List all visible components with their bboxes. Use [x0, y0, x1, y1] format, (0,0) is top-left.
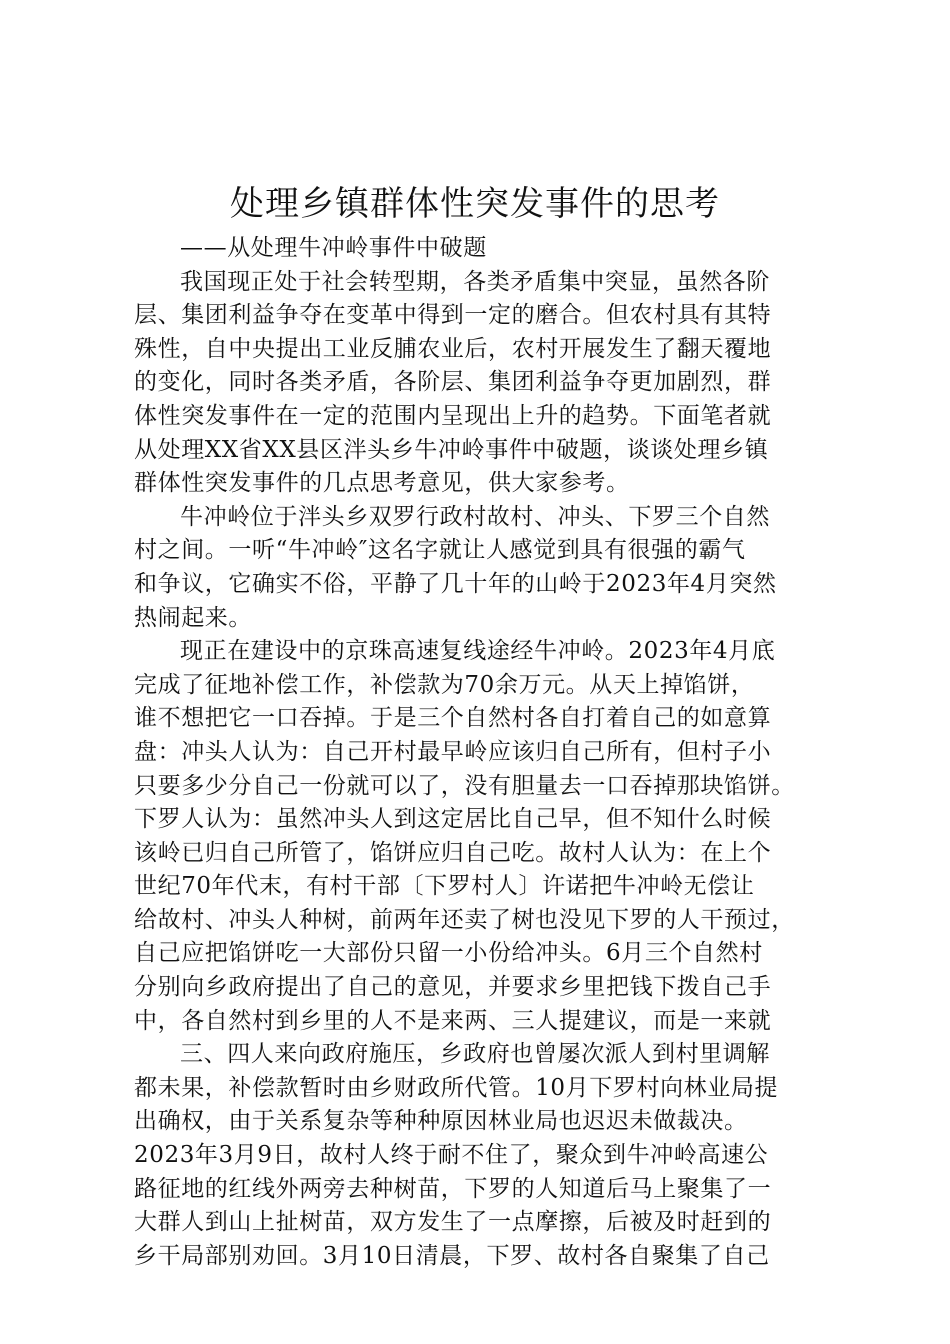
text-line: 下罗人认为：虽然冲头人到这定居比自己早，但不知什么时候: [134, 806, 772, 833]
text-line: 出确权，由于关系复杂等种种原因林业局也迟迟未做裁决。: [134, 1108, 748, 1135]
text-line: 村之间。一听“牛冲岭″这名字就让人感觉到具有很强的霸气: [134, 537, 746, 564]
text-line: 体性突发事件在一定的范围内呈现出上升的趋势。下面笔者就: [134, 402, 772, 429]
text-line: 三、四人来向政府施压，乡政府也曾屡次派人到村里调解: [180, 1041, 770, 1068]
text-line: 层、集团利益争夺在变革中得到一定的磨合。但农村具有其特: [134, 302, 772, 329]
text-line: 大群人到山上扯树苗，双方发生了一点摩擦，后被及时赶到的: [134, 1209, 772, 1236]
text-line: 自己应把馅饼吃一大部份只留一小份给冲头。6月三个自然村: [134, 940, 763, 967]
text-line: 和争议，它确实不俗，平静了几十年的山岭于2023年4月突然: [134, 570, 777, 597]
text-line: 该岭已归自己所管了，馅饼应归自己吃。故村人认为：在上个: [134, 839, 772, 866]
text-line: 只要多少分自己一份就可以了，没有胆量去一口吞掉那块馅饼。: [134, 772, 795, 799]
text-line: 2023年3月9日，故村人终于耐不住了，聚众到牛冲岭高速公: [134, 1142, 769, 1169]
text-line: 盘：冲头人认为：自己开村最早岭应该归自己所有，但村子小: [134, 738, 772, 765]
text-line: 分别向乡政府提出了自己的意见，并要求乡里把钱下拨自己手: [134, 974, 772, 1001]
text-line: 的变化，同时各类矛盾，各阶层、集团利益争夺更加剧烈，群: [134, 369, 772, 396]
text-line: 现正在建设中的京珠高速复线途经牛冲岭。2023年4月底: [180, 638, 776, 665]
text-line: 给故村、冲头人种树，前两年还卖了树也没见下罗的人干预过，: [134, 906, 795, 933]
text-line: 热闹起来。: [134, 604, 252, 631]
text-line: 牛冲岭位于泮头乡双罗行政村故村、冲头、下罗三个自然: [180, 503, 770, 530]
text-line: 群体性突发事件的几点思考意见，供大家参考。: [134, 470, 630, 497]
text-line: 从处理XX省XX县区泮头乡牛冲岭事件中破题，谈谈处理乡镇: [134, 436, 769, 463]
text-line: 乡干局部别劝回。3月10日清晨，下罗、故村各自聚集了自己: [134, 1242, 770, 1269]
text-line: 世纪70年代末，有村干部〔下罗村人〕许诺把牛冲岭无偿让: [134, 873, 755, 900]
subtitle-line: ——从处理牛冲岭事件中破题: [180, 235, 487, 261]
text-line: 路征地的红线外两旁去种树苗，下罗的人知道后马上聚集了一: [134, 1175, 772, 1202]
text-line: 谁不想把它一口吞掉。于是三个自然村各自打着自己的如意算: [134, 705, 772, 732]
document-title: 处理乡镇群体性突发事件的思考: [230, 184, 720, 224]
text-line: 我国现正处于社会转型期，各类矛盾集中突显，虽然各阶: [180, 268, 770, 295]
text-line: 中，各自然村到乡里的人不是来两、三人提建议，而是一来就: [134, 1007, 772, 1034]
text-line: 殊性，自中央提出工业反脯农业后，农村开展发生了翻天覆地: [134, 335, 772, 362]
text-line: 都未果，补偿款暂时由乡财政所代管。10月下罗村向林业局提: [134, 1074, 779, 1101]
text-line: 完成了征地补偿工作，补偿款为70余万元。从天上掉馅饼，: [134, 671, 755, 698]
document-body: [134, 232, 834, 1273]
